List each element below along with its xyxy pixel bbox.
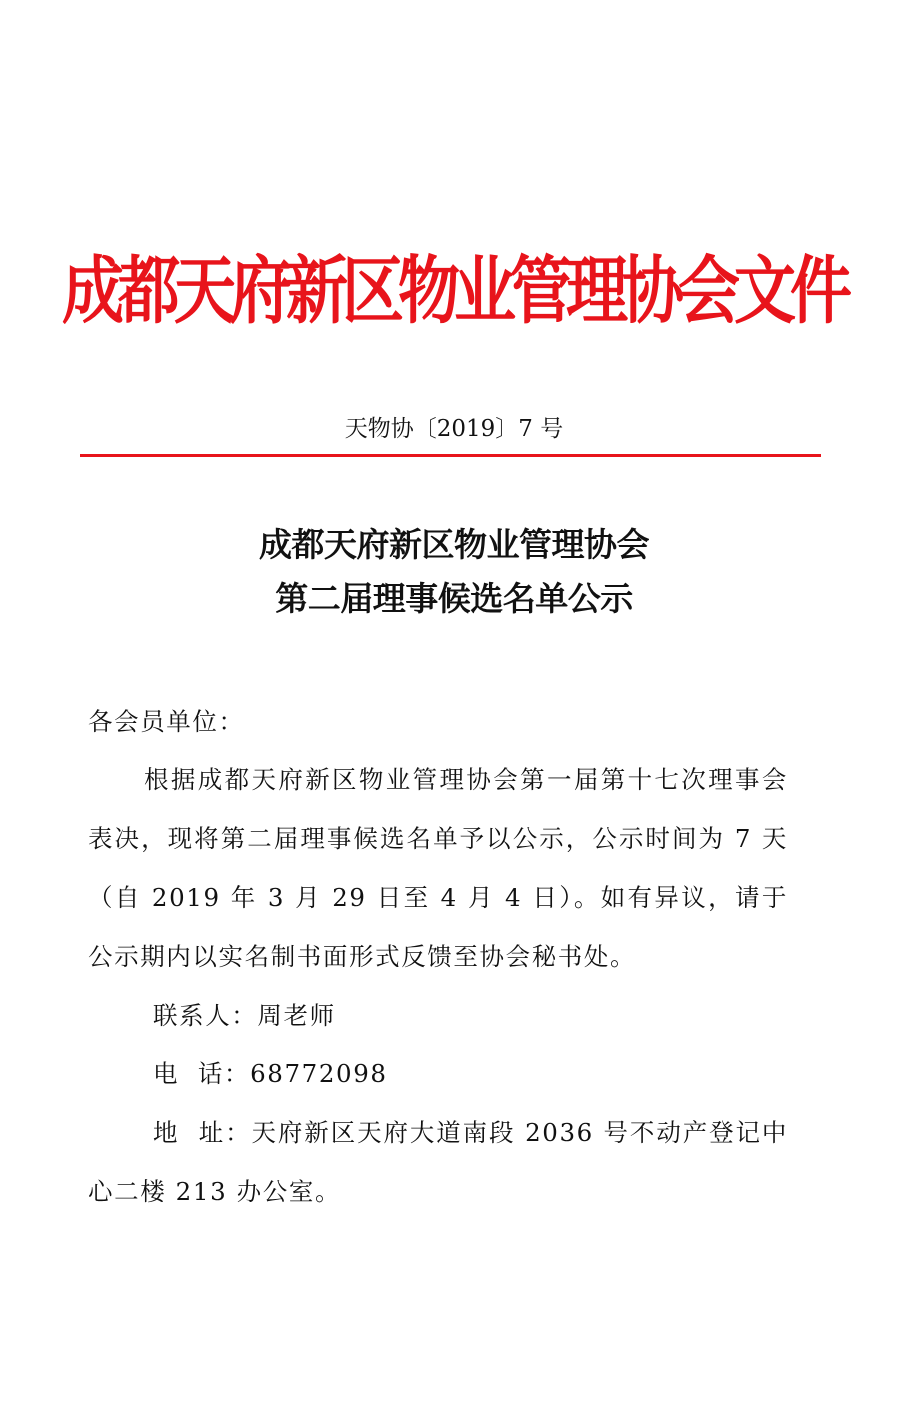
contact-phone-value: 68772098 xyxy=(250,1059,388,1088)
red-divider-rule xyxy=(80,454,821,457)
contact-person-line xyxy=(153,986,336,1045)
notice-title-line-1: 成都天府新区物业管理协会 xyxy=(259,525,649,564)
salutation: 各会员单位： xyxy=(88,707,245,736)
contact-phone-label: 电 话： xyxy=(153,1059,251,1088)
contact-person-value: 周老师 xyxy=(257,1001,336,1030)
body-paragraph: 根据成都天府新区物业管理协会第一届第十七次理事会表决，现将第二届理事候选名单予以公示，公示时间为 7 天（自 2019 年 3 月 29 日至 4 月 4 日）。如有异议，请于公示期内以实名制书面形式反馈至协会秘书处。 xyxy=(88,765,788,971)
notice-title-line-2: 第二届理事候选名单公示 xyxy=(275,579,633,618)
document-number: 天物协〔2019〕7 号 xyxy=(344,416,564,442)
contact-person-label: 联系人： xyxy=(153,1001,258,1030)
contact-address: 地 址：天府新区天府大道南段 2036 号不动产登记中心二楼 213 办公室。 xyxy=(88,1118,788,1206)
masthead-title: 成都天府新区物业管理协会文件 xyxy=(61,247,846,334)
contact-phone-line xyxy=(153,1044,388,1103)
notice-title xyxy=(0,518,908,626)
